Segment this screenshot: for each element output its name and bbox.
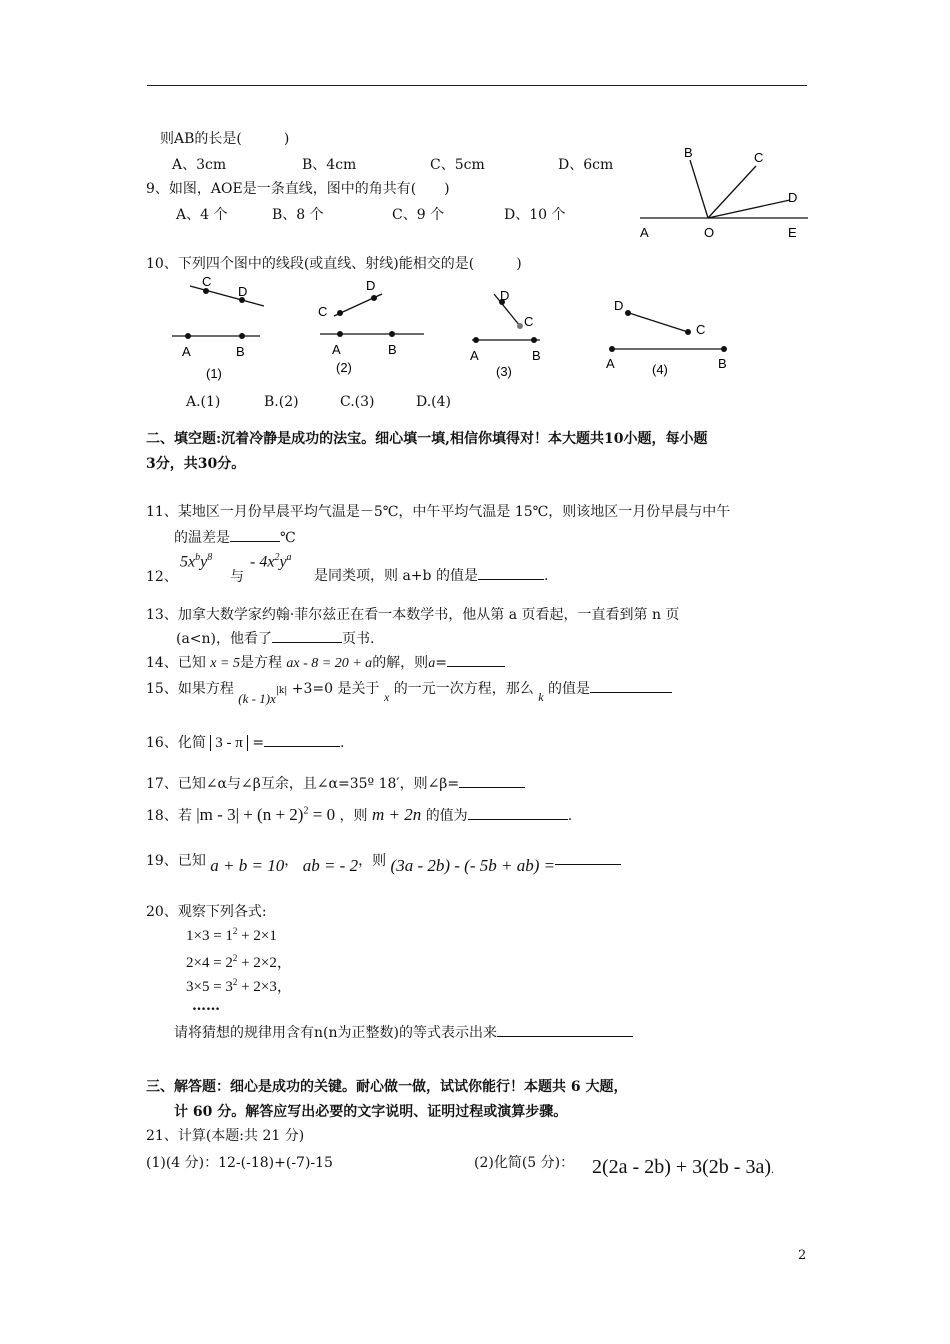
- q16-blank: [264, 734, 340, 747]
- q12-blank: [478, 567, 544, 580]
- q11-unit: ℃: [280, 530, 296, 546]
- fig1-label-b: B: [236, 344, 245, 359]
- q14-line: 14、已知 x = 5是方程 ax - 8 = 20 + a的解，则a=: [146, 652, 505, 672]
- section3-heading-line2: 计 60 分。解答应写出必要的文字说明、证明过程或演算步骤。: [174, 1104, 568, 1120]
- ray-od: [708, 200, 790, 218]
- fig3-label-d: D: [500, 288, 510, 303]
- q11-line1: 11、某地区一月份早晨平均气温是－5℃，中午平均气温是 15℃，则该地区一月份早晨与中午: [146, 504, 731, 520]
- q20-ellipsis: ……: [192, 998, 220, 1014]
- q10-stem: 10、下列四个图中的线段(或直线、射线)能相交的是( ): [146, 256, 522, 272]
- q9-figure: [636, 140, 816, 242]
- q8-option-c: C、5cm: [430, 157, 485, 173]
- ray-ob: [690, 160, 708, 218]
- q10-option-b: B.(2): [264, 394, 299, 410]
- q21-part2-expr: 2(2a - 2b) + 3(2b - 3a).: [592, 1156, 774, 1178]
- section2-heading-line1: 二、填空题:沉着冷静是成功的法宝。细心填一填,相信你填得对！本大题共10小题，每小题: [146, 431, 708, 447]
- fig4-label-a: A: [606, 356, 615, 371]
- fig2-label-c: C: [318, 304, 328, 319]
- q11-text: 的温差是: [174, 530, 230, 546]
- label-a: A: [640, 225, 649, 240]
- q8-option-d: D、6cm: [558, 157, 614, 173]
- q20-row-3: $3\times 5 = 3^2 + 2\times 3$，: [186, 977, 292, 995]
- label-d: D: [788, 190, 798, 205]
- q13-line1: 13、加拿大数学家约翰·菲尔兹正在看一本数学书，他从第 a 页看起，一直看到第 n 页: [146, 607, 680, 623]
- q16-line: 16、化简 3 - π = .: [146, 735, 345, 751]
- fig4-label-d: D: [614, 298, 624, 313]
- q10-option-d: D.(4): [416, 394, 452, 410]
- page-number: 2: [798, 1248, 807, 1263]
- q20-blank: [497, 1024, 633, 1037]
- q20-stem: 20、观察下列各式:: [146, 904, 267, 920]
- q15-blank: [590, 680, 672, 693]
- q10-figure-4: [600, 292, 740, 387]
- section2-heading-line2: 3分，共30分。: [146, 456, 246, 472]
- fig4-label-b: B: [718, 356, 727, 371]
- q19-blank: [555, 852, 621, 865]
- q12-tail: 是同类项，则 a+b 的值是 .: [314, 568, 549, 584]
- q20-row-1: $1\times 3 = 1^2 + 2\times 1$: [186, 926, 277, 944]
- q9-option-c: C、9 个: [392, 207, 445, 223]
- q17-blank: [459, 775, 525, 788]
- q16-abs-expr: 3 - π: [210, 735, 248, 751]
- fig1-label-a: A: [182, 344, 191, 359]
- fig2-number: (2): [336, 360, 352, 375]
- q18-blank: [468, 807, 568, 820]
- q10-figure-2: [312, 272, 432, 387]
- q20-ask: 请将猜想的规律用含有n(n为正整数)的等式表示出来: [174, 1022, 633, 1042]
- q12-mid: 与: [230, 569, 244, 585]
- fig2-label-b: B: [388, 342, 397, 357]
- q19-line: 19、已知 a + b = 10， ab = - 2，则 (3a - 2b) - (- 5b + ab) =: [146, 850, 621, 870]
- fig1-number: (1): [206, 366, 222, 381]
- fig2-label-d: D: [366, 278, 376, 293]
- q18-line: 18、若 $|m - 3| + (n + 2)^2 = 0$ ，则 m + 2n 的值为 .: [146, 805, 573, 824]
- fig1-label-c: C: [202, 274, 212, 289]
- q8-option-b: B、4cm: [302, 157, 357, 173]
- q10-option-c: C.(3): [340, 394, 375, 410]
- q10-figure-1: [166, 272, 276, 387]
- q8-option-a: A、3cm: [172, 157, 227, 173]
- q21-stem: 21、计算(本题:共 21 分): [146, 1128, 305, 1144]
- q12-num: 12、: [146, 569, 178, 585]
- q10-option-a: A.(1): [186, 394, 221, 410]
- q10-figure-3: [462, 272, 572, 387]
- header-rule: [147, 85, 807, 86]
- ray-oc: [708, 166, 756, 218]
- q20-row-2: $2\times 4 = 2^2 + 2\times 2$，: [186, 953, 292, 971]
- q12-expr1: $5x^by^8$: [180, 552, 213, 571]
- q13-blank: [272, 630, 342, 643]
- q11-line2: [174, 527, 296, 547]
- q9-option-b: B、8 个: [272, 207, 324, 223]
- q11-blank: [230, 529, 280, 542]
- label-b: B: [684, 145, 693, 160]
- fig4-number: (4): [652, 362, 668, 377]
- fig1-label-d: D: [238, 284, 248, 299]
- fig3-label-a: A: [470, 348, 479, 363]
- q21-part2-label: (2)化简(5 分)：: [474, 1155, 575, 1171]
- q9-stem: 9、如图，AOE是一条直线，图中的角共有( ): [146, 181, 450, 197]
- q17-line: 17、已知∠α与∠β互余，且∠α=35º 18′，则∠β=: [146, 773, 525, 793]
- q8-stem: 则AB的长是( ): [160, 131, 290, 147]
- q14-blank: [447, 654, 505, 667]
- fig2-label-a: A: [332, 342, 341, 357]
- q15-line: 15、如果方程 $(k - 1)x^{|k|} +3=0$ 是关于 x 的一元一次方程，那么 k 的值是: [146, 678, 672, 698]
- q13-line2: (a<n)，他看了 页书.: [176, 631, 375, 647]
- fig3-number: (3): [496, 364, 512, 379]
- fig3-label-b: B: [532, 348, 541, 363]
- fig3-label-c: C: [524, 314, 534, 329]
- q9-option-d: D、10 个: [504, 207, 566, 223]
- label-o: O: [704, 225, 715, 240]
- q9-option-a: A、4 个: [176, 207, 228, 223]
- fig4-label-c: C: [696, 322, 706, 337]
- q12-expr2: - $4x^2y^a$: [250, 552, 292, 571]
- section3-heading-line1: 三、解答题：细心是成功的关键。耐心做一做，试试你能行！本题共 6 大题，: [146, 1079, 628, 1095]
- label-c: C: [754, 150, 764, 165]
- label-e: E: [788, 225, 797, 240]
- q21-part1: (1)(4 分)：12-(-18)+(-7)-15: [146, 1155, 333, 1171]
